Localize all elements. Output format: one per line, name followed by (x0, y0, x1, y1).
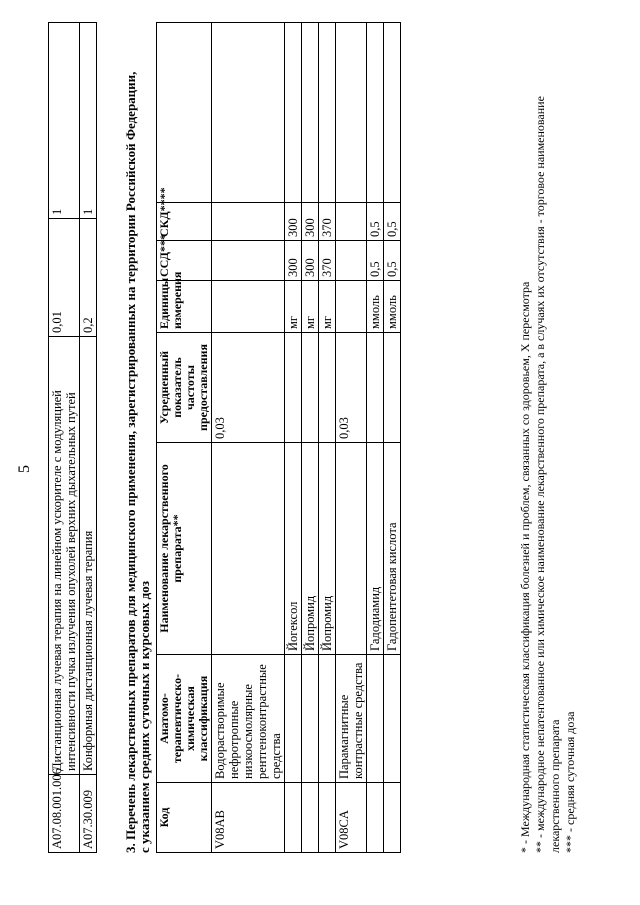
group-frequency: 0,03 (336, 333, 367, 443)
header-skd: СКД**** (157, 203, 212, 241)
service-name: Конформная дистанционная лучевая терапия (80, 337, 97, 775)
service-code: A07.08.001.006 (49, 775, 80, 853)
footnote: *** - средняя суточная доза (563, 711, 577, 853)
group-code: V08CA (336, 783, 367, 853)
service-frequency: 0,01 (49, 219, 80, 337)
drug-unit: ммоль (367, 281, 384, 333)
drug-skd: 0,5 (384, 203, 401, 241)
table-row (212, 23, 285, 853)
footnote: * - Международная статистическая классификация болезней и проблем, связанных со здоровьем, X пересмотра (518, 281, 532, 853)
table-row (367, 23, 384, 853)
service-multiplicity: 1 (80, 23, 97, 219)
drug-name: Йопромид (319, 443, 336, 655)
service-multiplicity: 1 (49, 23, 80, 219)
header-frequency: Усредненный показатель частоты предоставления (157, 333, 212, 443)
service-frequency: 0,2 (80, 219, 97, 337)
group-code: V08AB (212, 783, 285, 853)
table-row (302, 23, 319, 853)
drug-sdd: 370 (319, 241, 336, 281)
header-drug-name: Наименование лекарственного препарата** (157, 443, 212, 655)
header-unit: Единицы измерения (157, 281, 212, 333)
drug-sdd: 0,5 (367, 241, 384, 281)
group-atc: Парамагнитные контрастные средства (336, 655, 367, 783)
table-row (336, 23, 367, 853)
table-row (285, 23, 302, 853)
drug-unit: мг (302, 281, 319, 333)
table-row (49, 23, 80, 853)
table-header-row (157, 23, 212, 853)
drug-unit: ммоль (384, 281, 401, 333)
header-empty (157, 23, 212, 203)
services-table (48, 22, 97, 853)
footnotes (518, 53, 578, 853)
drug-unit: мг (319, 281, 336, 333)
service-code: A07.30.009 (80, 775, 97, 853)
header-sdd: ССД*** (157, 241, 212, 281)
drug-sdd: 300 (285, 241, 302, 281)
drug-name: Йогексол (285, 443, 302, 655)
footnote: ** - международное непатентованное или химическое наименование лекарственного препарата, а в случаях их отсутствия - торговое наименование лекарственного препарата (533, 96, 562, 853)
drug-table (156, 22, 401, 853)
table-row (80, 23, 97, 853)
table-row (384, 23, 401, 853)
header-atc: Анатомо-терапевтическо-химическая классификация (157, 655, 212, 783)
drug-skd: 0,5 (367, 203, 384, 241)
drug-skd: 300 (285, 203, 302, 241)
table-row (319, 23, 336, 853)
section-3-title: 3. Перечень лекарственных препаратов для медицинского применения, зарегистрированных на территории Российской Федерации, с указанием средних суточных и курсовых доз (123, 71, 152, 853)
group-atc: Водорастворимые нефротропные низкоосмолярные рентгеноконтрастные средства (212, 655, 285, 783)
drug-name: Гадопентетовая кислота (384, 443, 401, 655)
drug-skd: 300 (302, 203, 319, 241)
page-number: 5 (16, 465, 33, 473)
drug-unit: мг (285, 281, 302, 333)
service-name: Дистанционная лучевая терапия на линейном ускорителе с модуляцией интенсивности пучка излучения опухолей верхних дыхательных путей (49, 337, 80, 775)
drug-name: Гадодиамид (367, 443, 384, 655)
drug-sdd: 300 (302, 241, 319, 281)
group-frequency: 0,03 (212, 333, 285, 443)
header-code: Код (157, 783, 212, 853)
drug-sdd: 0,5 (384, 241, 401, 281)
drug-skd: 370 (319, 203, 336, 241)
drug-name: Йопромид (302, 443, 319, 655)
